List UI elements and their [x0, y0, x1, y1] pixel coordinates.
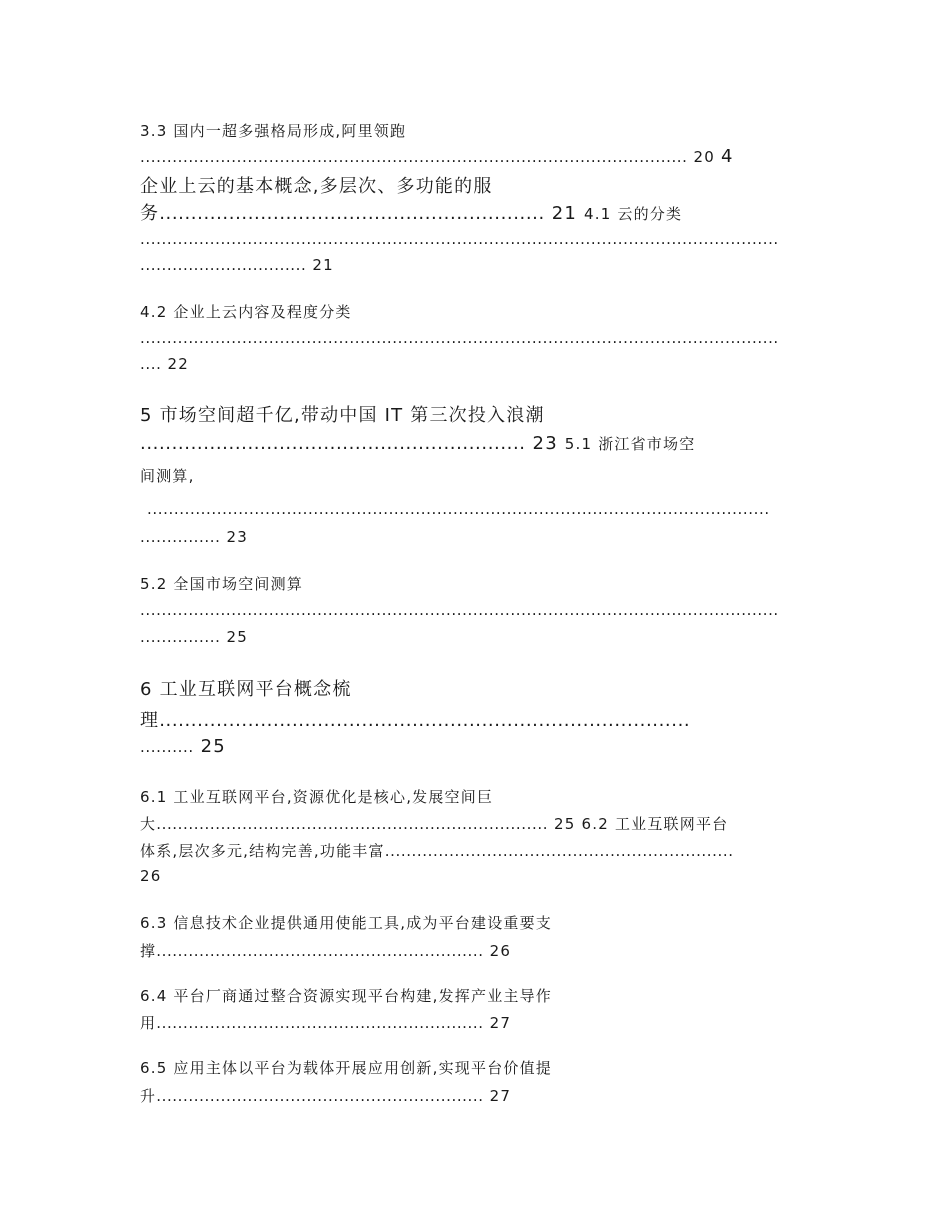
toc-entry-6-leader-line[interactable] — [140, 706, 690, 732]
dot-leader: .................................................................................................................... — [147, 500, 770, 518]
page-number: 25 — [226, 628, 248, 646]
dot-leader: ............................................................. — [156, 942, 484, 960]
dot-leader: .......... — [140, 738, 194, 756]
page-number: 20 — [693, 148, 716, 166]
dot-leader: ....................................................................................................................... — [140, 601, 779, 619]
toc-entry-6-1-leader-line[interactable] — [140, 813, 728, 834]
toc-entry-4-2-page-line[interactable] — [140, 355, 189, 373]
toc-entry-4-leader-line[interactable] — [140, 199, 682, 225]
page-number: 27 — [489, 1014, 512, 1032]
page-number: 21 — [312, 256, 334, 274]
toc-entry-3-3-title[interactable]: 3.3 国内一超多强格局形成,阿里领跑 — [140, 122, 407, 140]
dot-leader: ............... — [140, 528, 221, 546]
toc-entry-5-2-leader-line[interactable] — [140, 601, 779, 619]
toc-entry-4-1-page-line[interactable] — [140, 256, 334, 274]
page-number: 23 — [226, 528, 248, 546]
dot-leader: ............................................................. — [159, 203, 545, 224]
toc-entry-6-2-title[interactable]: 6.2 工业互联网平台 — [581, 815, 729, 833]
toc-entry-5-1-page-line[interactable] — [140, 528, 248, 546]
toc-entry-6-3-leader-line[interactable] — [140, 940, 511, 961]
toc-entry-4-2-title[interactable]: 4.2 企业上云内容及程度分类 — [140, 303, 352, 321]
dot-leader: ....................................................................................................................... — [140, 329, 779, 347]
dot-leader: ............................................................. — [156, 1087, 484, 1105]
dot-leader: ....................................................................................................................... — [140, 230, 779, 248]
toc-entry-6-page-line[interactable] — [140, 736, 226, 757]
toc-entry-5-1-leader-line[interactable] — [147, 500, 770, 518]
toc-entry-6-4-title[interactable]: 6.4 平台厂商通过整合资源实现平台构建,发挥产业主导作 — [140, 987, 552, 1005]
page-number: 21 — [551, 203, 578, 224]
toc-entry-6-title[interactable]: 6 工业互联网平台概念梳 — [140, 679, 352, 700]
toc-entry-5-2-page-line[interactable] — [140, 628, 248, 646]
title-continuation: 升 — [140, 1087, 157, 1105]
page-number: 22 — [167, 355, 189, 373]
toc-entry-6-2-leader-line[interactable] — [140, 840, 734, 861]
toc-entry-3-3-leader-line[interactable] — [140, 146, 734, 167]
title-continuation: 务 — [140, 203, 160, 224]
toc-entry-4-1-leader-line[interactable] — [140, 230, 779, 248]
title-continuation: 撑 — [140, 942, 157, 960]
page-number: 26 — [489, 942, 512, 960]
toc-entry-6-2-page-line[interactable] — [140, 867, 162, 885]
dot-leader: ............... — [140, 628, 221, 646]
page-number: 27 — [489, 1087, 512, 1105]
toc-entry-4-title[interactable]: 企业上云的基本概念,多层次、多功能的服 — [140, 176, 493, 197]
toc-entry-4-2-leader-line[interactable] — [140, 329, 779, 347]
toc-entry-6-1-title[interactable]: 6.1 工业互联网平台,资源优化是核心,发展空间巨 — [140, 788, 494, 806]
page-number: 25 — [200, 736, 226, 757]
title-continuation: 理 — [140, 710, 160, 731]
dot-leader: ................................................................. — [384, 842, 734, 860]
dot-leader: ............................... — [140, 256, 307, 274]
next-chapter-number: 4 — [720, 146, 734, 167]
toc-entry-4-1-title[interactable]: 4.1 云的分类 — [583, 205, 683, 223]
page-number: 23 — [532, 433, 558, 454]
toc-entry-5-2-title[interactable]: 5.2 全国市场空间测算 — [140, 575, 304, 593]
title-continuation: 用 — [140, 1014, 157, 1032]
toc-entry-6-5-title[interactable]: 6.5 应用主体以平台为载体开展应用创新,实现平台价值提 — [140, 1059, 552, 1077]
dot-leader: ............................................................. — [140, 433, 526, 454]
dot-leader: ............................................................. — [156, 1014, 484, 1032]
page-number: 26 — [140, 867, 162, 885]
toc-entry-6-5-leader-line[interactable] — [140, 1085, 511, 1106]
toc-entry-6-4-leader-line[interactable] — [140, 1012, 511, 1033]
dot-leader: .................................................................................... — [159, 710, 691, 731]
title-continuation: 体系,层次多元,结构完善,功能丰富 — [140, 842, 385, 860]
dot-leader: .... — [140, 355, 162, 373]
toc-entry-5-1-title[interactable]: 5.1 浙江省市场空 — [564, 435, 696, 453]
title-continuation: 大 — [140, 815, 157, 833]
toc-entry-5-title[interactable]: 5 市场空间超千亿,带动中国 IT 第三次投入浪潮 — [140, 405, 545, 426]
dot-leader: ...................................................................................................... — [140, 148, 688, 166]
dot-leader: ......................................................................... — [156, 815, 549, 833]
toc-entry-6-3-title[interactable]: 6.3 信息技术企业提供通用使能工具,成为平台建设重要支 — [140, 914, 552, 932]
page-number: 25 — [554, 815, 576, 833]
toc-entry-5-1-title-continuation[interactable]: 间测算, — [140, 467, 195, 485]
toc-entry-5-leader-line[interactable] — [140, 433, 695, 454]
